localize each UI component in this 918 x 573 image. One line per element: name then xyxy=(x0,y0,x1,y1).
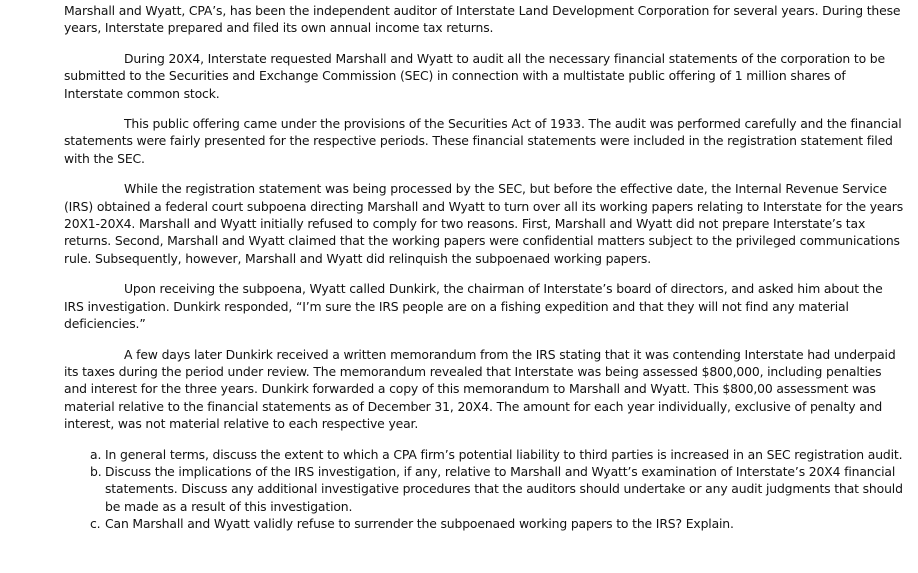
question-item xyxy=(90,515,904,532)
question-item xyxy=(90,446,904,463)
paragraph-audit-request: During 20X4, Interstate requested Marshall and Wyatt to audit all the necessary financial statements of the corporation to be submitted to the Securities and Exchange Commission (SEC) in connection with a multistate public offering of 1 million shares of Interstate common stock. xyxy=(64,50,885,101)
paragraph-dunkirk-call: Upon receiving the subpoena, Wyatt called Dunkirk, the chairman of Interstate’s board of directors, and asked him about the IRS investigation. Dunkirk responded, “I’m sure the IRS people are on a fishing expedition and that they will not find any material deficiencies.” xyxy=(64,281,883,332)
question-list xyxy=(64,446,904,533)
question-marker: c. xyxy=(90,516,101,532)
paragraph-background: Marshall and Wyatt, CPA’s, has been the independent auditor of Interstate Land Development Corporation for several years. During these years, Interstate prepared and filed its own annual income tax returns. xyxy=(64,3,901,36)
paragraph-public-offering: This public offering came under the provisions of the Securities Act of 1933. The audit was performed carefully and the financial statements were fairly presented for the respective periods. These financial statements were included in the registration statement filed with the SEC. xyxy=(64,116,902,166)
question-text: In general terms, discuss the extent to which a CPA firm’s potential liability to third parties is increased in an SEC registration audit. xyxy=(105,446,903,462)
question-text: Can Marshall and Wyatt validly refuse to surrender the subpoenaed working papers to the IRS? Explain. xyxy=(105,516,734,532)
case-document xyxy=(64,2,904,533)
question-text: Discuss the implications of the IRS investigation, if any, relative to Marshall and Wyatt’s examination of Interstate’s 20X4 financial statements. Discuss any additional investigative procedures that the auditors should undertake or any audit judgments that should be made as a result of this investigation. xyxy=(105,463,903,514)
question-item xyxy=(90,463,904,515)
question-marker: b. xyxy=(90,463,102,479)
paragraph-irs-memorandum: A few days later Dunkirk received a written memorandum from the IRS stating that it was contending Interstate had underpaid its taxes during the period under review. The memorandum revealed that Interstate was being assessed $800,000, including penalties and interest for the three years. Dunkirk forwarded a copy of this memorandum to Marshall and Wyatt. This $800,00 assessment was material relative to the financial statements as of December 31, 20X4. The amount for each year individually, exclusive of penalty and interest, was not material relative to each respective year. xyxy=(64,346,896,432)
paragraph-irs-subpoena: While the registration statement was being processed by the SEC, but before the effective date, the Internal Revenue Service (IRS) obtained a federal court subpoena directing Marshall and Wyatt to turn over all its working papers relating to Interstate for the years 20X1-20X4. Marshall and Wyatt initially refused to comply for two reasons. First, Marshall and Wyatt did not prepare Interstate’s tax returns. Second, Marshall and Wyatt claimed that the working papers were confidential matters subject to the privileged communications rule. Subsequently, however, Marshall and Wyatt did relinquish the subpoenaed working papers. xyxy=(64,181,904,266)
question-marker: a. xyxy=(90,446,102,462)
